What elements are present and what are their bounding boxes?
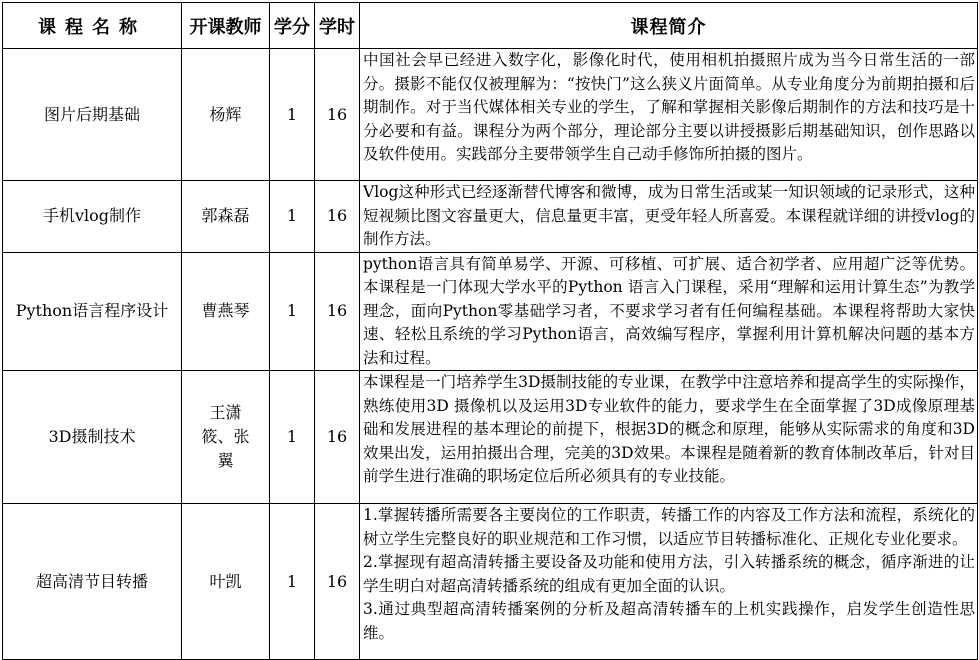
table-row [3, 181, 978, 253]
course-name-cell: 3D摄制技术 [3, 371, 182, 504]
teacher-cell: 王潇筱、张翼 [182, 371, 270, 504]
credit-cell: 1 [270, 371, 315, 504]
table-header-row [3, 3, 978, 49]
hours-cell: 16 [315, 49, 360, 181]
description-cell [360, 504, 978, 660]
hours-cell: 16 [315, 371, 360, 504]
description-cell [360, 181, 978, 253]
credit-cell: 1 [270, 504, 315, 660]
table-row [3, 252, 978, 371]
course-name-cell: 手机vlog制作 [3, 181, 182, 253]
description-paragraph: 中国社会早已经进入数字化，影像化时代，使用相机拍摄照片成为当今日常生活的一部分。摄影不能仅仅被理解为：“按快门”这么狭义片面简单。从专业角度分为前期拍摄和后期制作。对于当代媒体相关专业的学生，了解和掌握相关影像后期制作的方法和技巧是十分必要和有益。课程分为两个部分，理论部分主要以讲授摄影后期基础知识，创作思路以及软件使用。实践部分主要带领学生自己动手修饰所拍摄的图片。 [363, 51, 975, 163]
hours-cell: 16 [315, 181, 360, 253]
course-name-cell: 图片后期基础 [3, 49, 182, 181]
description-paragraph: 本课程是一门培养学生3D摄制技能的专业课，在教学中注意培养和提高学生的实际操作，熟练使用3D 摄像机以及运用3D专业软件的能力，要求学生在全面掌握了3D成像原理基础和发展进程的基本理论的前提下，根据3D的概念和原理，能够从实际需求的角度和3D效果出发，运用拍摄出合理，完美的3D效果。本课程是随着新的教育体制改革后，针对目前学生进行准确的职场定位后所必须具有的专业技能。 [363, 373, 975, 485]
header-course-name: 课程名称 [3, 3, 182, 49]
description-paragraph: 3.通过典型超高清转播案例的分析及超高清转播车的上机实践操作，启发学生创造性思维。 [363, 600, 975, 642]
table-row [3, 371, 978, 504]
description-cell [360, 49, 978, 181]
teacher-cell: 曹燕琴 [182, 252, 270, 371]
table-row [3, 504, 978, 660]
description-cell [360, 252, 978, 371]
course-name-cell: 超高清节目转播 [3, 504, 182, 660]
header-teacher: 开课教师 [182, 3, 270, 49]
teacher-cell: 杨辉 [182, 49, 270, 181]
teacher-cell: 郭森磊 [182, 181, 270, 253]
credit-cell: 1 [270, 181, 315, 253]
description-paragraph: python语言具有简单易学、开源、可移植、可扩展、适合初学者、应用超广泛等优势。本课程是一门体现大学水平的Python 语言入门课程，采用“理解和运用计算生态”为教学理念，面向Python零基础学习者，不要求学习者有任何编程基础。本课程将帮助大家快速、轻松且系统的学习Python语言，高效编写程序，掌握利用计算机解决问题的基本方法和过程。 [363, 254, 975, 367]
credit-cell: 1 [270, 49, 315, 181]
credit-cell: 1 [270, 252, 315, 371]
course-name-cell: Python语言程序设计 [3, 252, 182, 371]
table-row [3, 49, 978, 181]
hours-cell: 16 [315, 504, 360, 660]
hours-cell: 16 [315, 252, 360, 371]
description-paragraph: 1.掌握转播所需要各主要岗位的工作职责，转播工作的内容及工作方法和流程，系统化的树立学生完整良好的职业规范和工作习惯，以适应节目转播标准化、正规化专业化要求。 [363, 506, 975, 548]
description-paragraph: Vlog这种形式已经逐渐替代博客和微博，成为日常生活或某一知识领域的记录形式，这种短视频比图文容量更大，信息量更丰富，更受年轻人所喜爱。本课程就详细的讲授vlog的制作方法。 [363, 183, 975, 248]
header-credit: 学分 [270, 3, 315, 49]
course-table [2, 2, 978, 660]
header-hours: 学时 [315, 3, 360, 49]
description-cell [360, 371, 978, 504]
teacher-cell: 叶凯 [182, 504, 270, 660]
description-paragraph: 2.掌握现有超高清转播主要设备及功能和使用方法，引入转播系统的概念，循序渐进的让学生明白对超高清转播系统的组成有更加全面的认识。 [363, 553, 975, 595]
header-description: 课程简介 [360, 3, 978, 49]
